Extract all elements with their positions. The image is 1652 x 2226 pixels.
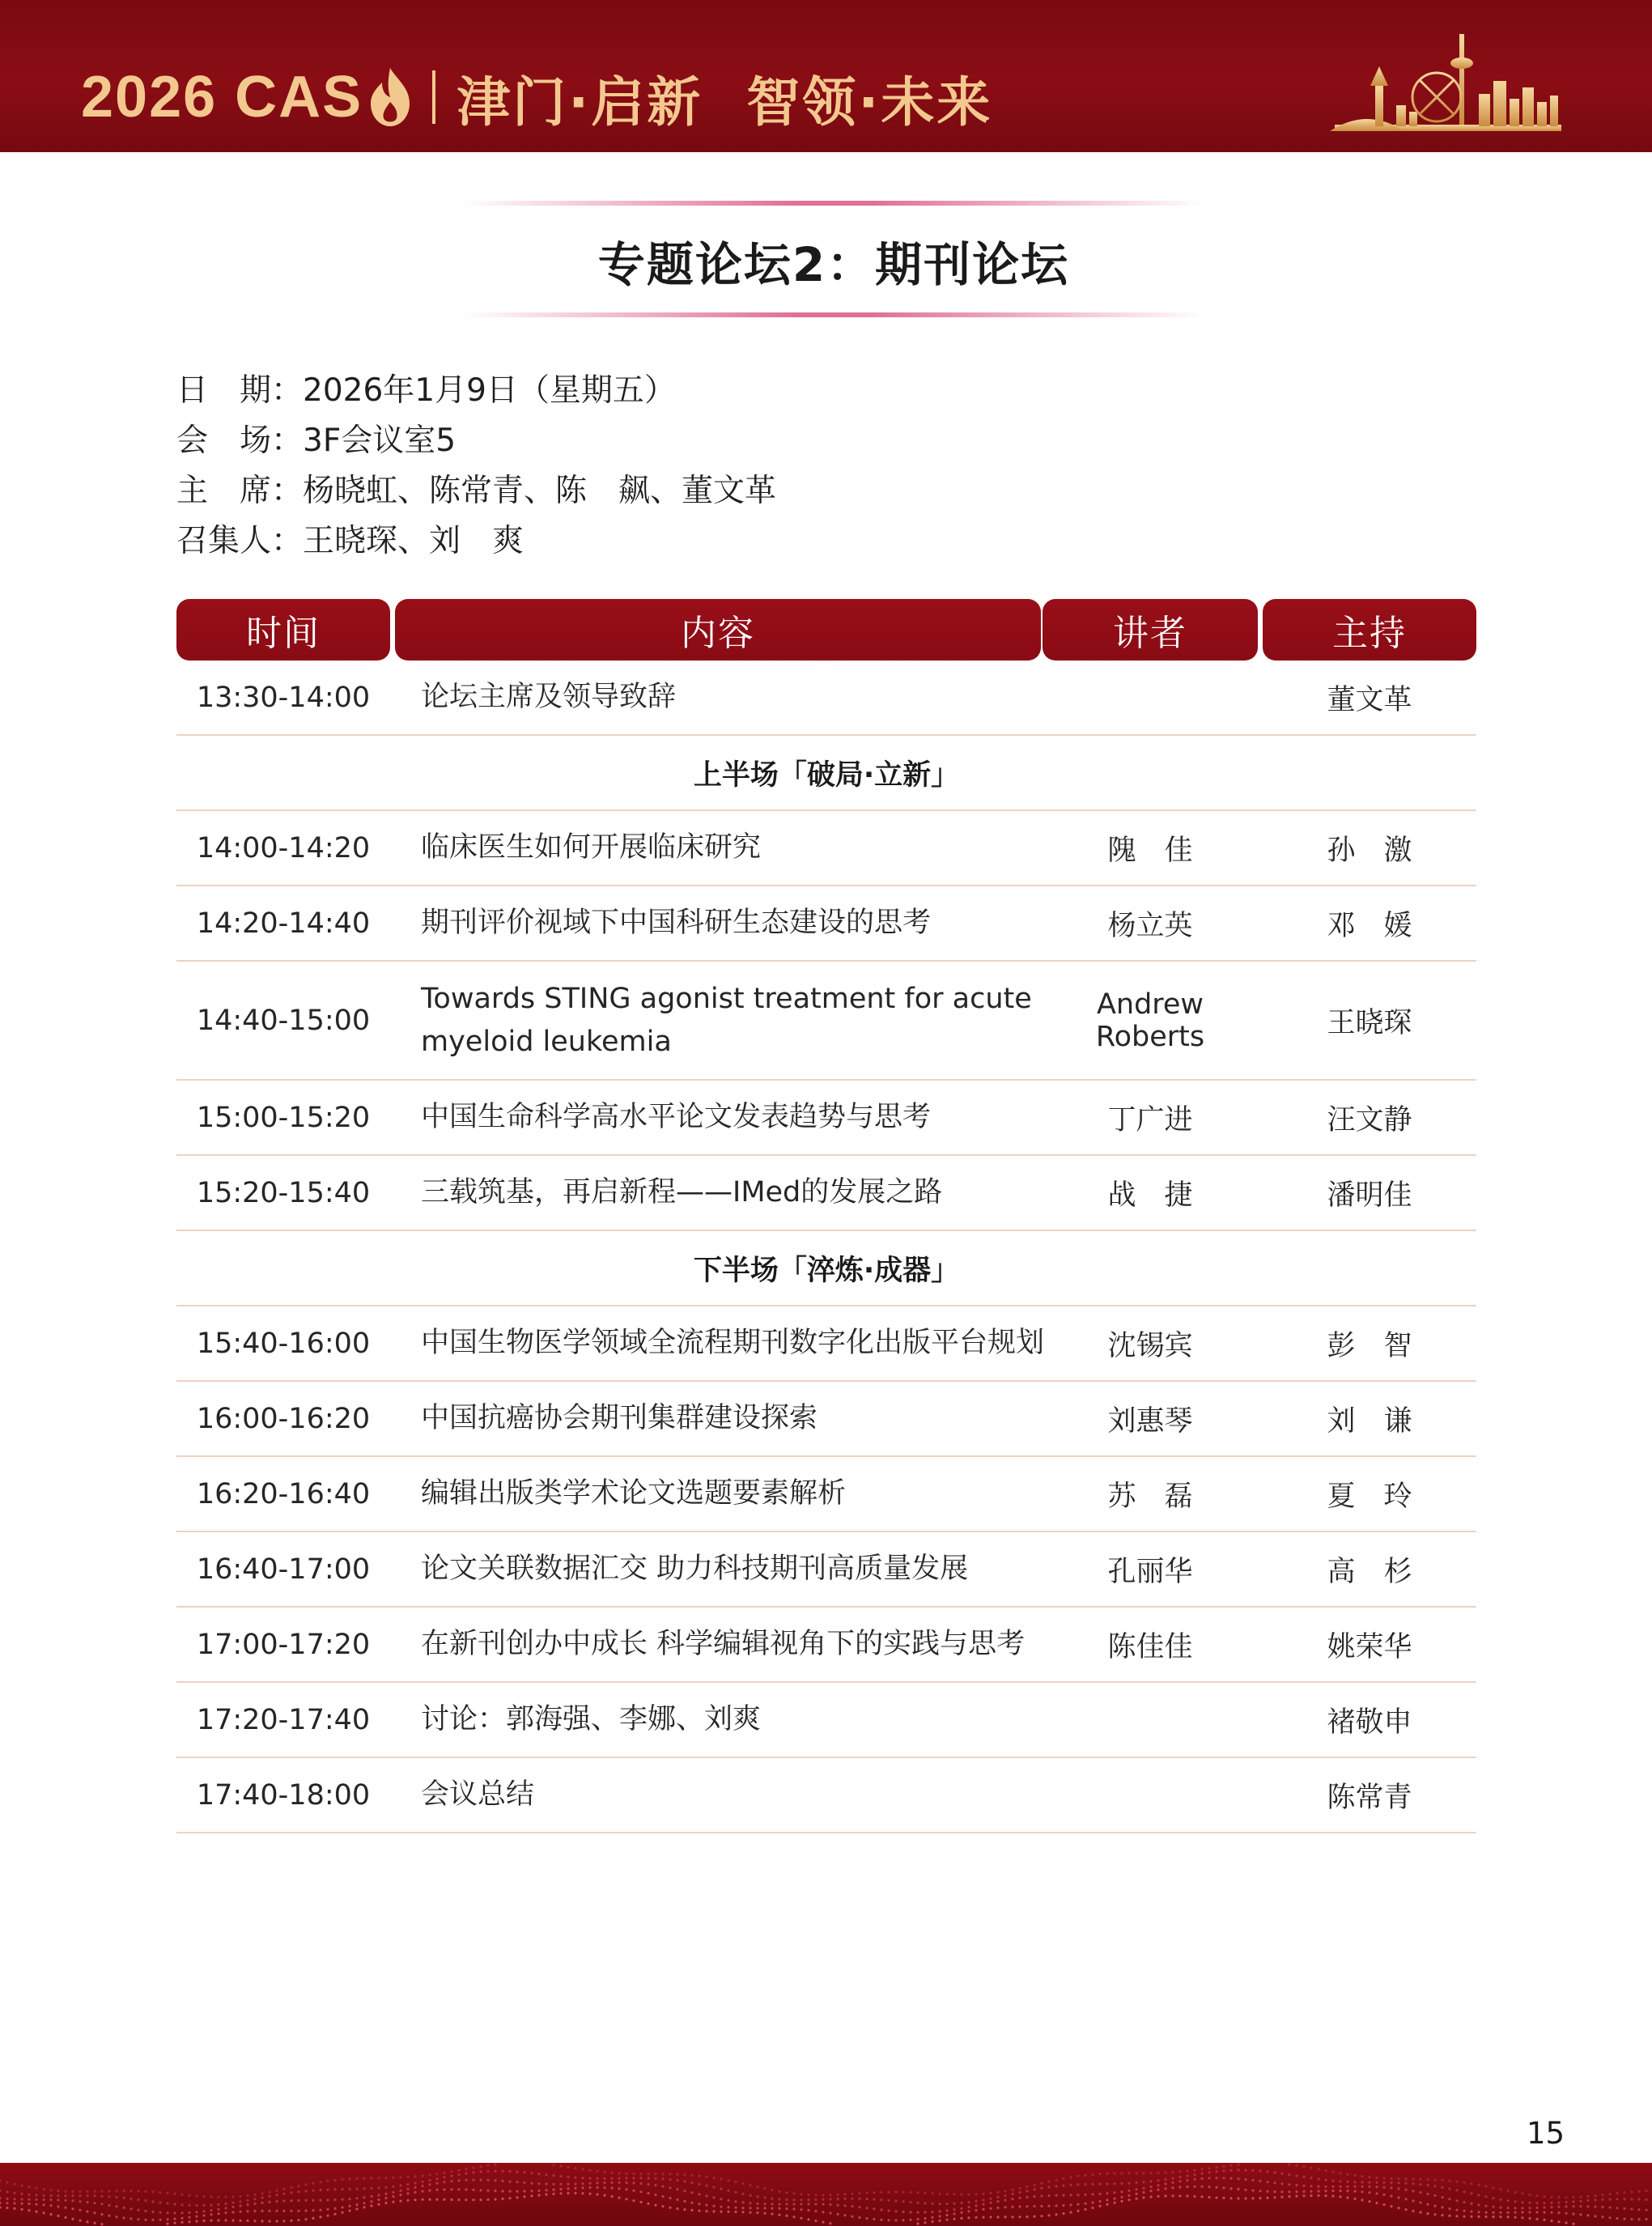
speaker-cell: 孔丽华 <box>1107 1555 1193 1588</box>
speaker-cell <box>1043 1758 1258 1832</box>
time-cell: 16:00-16:20 <box>196 1402 371 1435</box>
info-value: 3F会议室5 <box>303 423 457 459</box>
flame-icon <box>367 66 413 128</box>
topic-cell: 编辑出版类学术论文选题要素解析 <box>421 1477 847 1510</box>
host-cell: 潘明佳 <box>1327 1179 1412 1212</box>
table-row <box>176 661 1476 736</box>
info-value: 2026年1月9日（星期五） <box>303 372 676 409</box>
time-cell: 15:00-15:20 <box>196 1101 371 1134</box>
topic-cell: 三载筑基，再启新程——IMed的发展之路 <box>421 1176 943 1209</box>
table-body <box>176 661 1476 1833</box>
info-label: 召集人： <box>176 523 304 559</box>
slogan-part-1: 津门·启新 <box>457 70 703 134</box>
speaker-cell: 战 捷 <box>1107 1179 1193 1212</box>
title-rule-bottom <box>461 312 1206 317</box>
brand-slogan <box>457 59 992 136</box>
host-cell: 邓 媛 <box>1327 909 1412 942</box>
table-row <box>176 1683 1476 1758</box>
speaker-cell: 陈佳佳 <box>1107 1630 1193 1663</box>
table-row <box>176 1758 1476 1833</box>
brand-year: 2026 <box>81 65 218 130</box>
table-row <box>176 1081 1476 1156</box>
brand-logo <box>81 57 992 138</box>
speaker-cell: 隗 佳 <box>1107 834 1193 867</box>
table-row <box>176 1532 1476 1608</box>
time-cell: 14:20-14:40 <box>196 907 371 940</box>
time-cell: 17:00-17:20 <box>196 1628 371 1661</box>
header-content: 内容 <box>395 599 1041 661</box>
host-cell: 姚荣华 <box>1327 1630 1412 1663</box>
topic-cell: 在新刊创办中成长 科学编辑视角下的实践与思考 <box>421 1628 1026 1660</box>
info-chairs <box>176 463 1310 513</box>
time-cell: 15:40-16:00 <box>196 1327 371 1360</box>
info-date <box>176 363 1310 413</box>
topic-cell: 期刊评价视域下中国科研生态建设的思考 <box>421 907 932 939</box>
title-block <box>461 201 1206 322</box>
speaker-cell: 苏 磊 <box>1107 1480 1193 1513</box>
host-cell: 汪文静 <box>1327 1103 1412 1136</box>
info-label: 主 席： <box>176 473 304 509</box>
topic-cell: Towards STING agonist treatment for acute myeloid leukemia <box>421 982 1032 1058</box>
header-banner <box>0 0 1652 152</box>
time-cell: 13:30-14:00 <box>196 681 371 714</box>
header-time: 时间 <box>176 599 390 661</box>
speaker-cell <box>1043 661 1258 734</box>
time-cell: 15:20-15:40 <box>196 1176 371 1209</box>
table-section-row <box>176 1231 1476 1306</box>
footer-pattern-icon <box>0 2163 1652 2226</box>
schedule-table <box>176 599 1476 1833</box>
topic-cell: 会议总结 <box>421 1778 535 1811</box>
topic-cell: 中国生物医学领域全流程期刊数字化出版平台规划 <box>421 1327 1045 1359</box>
speaker-cell <box>1043 1683 1258 1757</box>
host-cell: 陈常青 <box>1327 1781 1412 1814</box>
host-cell: 褚敬申 <box>1327 1706 1412 1739</box>
slogan-part-2: 智领·未来 <box>746 70 993 134</box>
footer-band <box>0 2163 1652 2226</box>
info-conveners <box>176 513 1310 563</box>
city-skyline-icon <box>1319 28 1578 149</box>
section-label: 上半场「破局·立新」 <box>693 758 960 792</box>
table-row <box>176 1156 1476 1231</box>
topic-cell: 中国生命科学高水平论文发表趋势与思考 <box>421 1101 932 1133</box>
topic-cell: 论坛主席及领导致辞 <box>421 681 677 713</box>
title-rule-top <box>461 201 1206 206</box>
host-cell: 夏 玲 <box>1327 1480 1412 1513</box>
host-cell: 孙 激 <box>1327 834 1412 867</box>
table-row <box>176 1457 1476 1532</box>
speaker-cell: Andrew Roberts <box>1095 988 1205 1053</box>
brand-divider <box>432 70 435 124</box>
info-value: 杨晓虹、陈常青、陈 飙、董文革 <box>303 473 777 509</box>
page-title: 专题论坛2：期刊论坛 <box>597 237 1070 292</box>
time-cell: 16:20-16:40 <box>196 1477 371 1510</box>
table-row <box>176 811 1476 886</box>
host-cell: 董文革 <box>1327 683 1412 716</box>
time-cell: 14:00-14:20 <box>196 831 371 864</box>
section-label: 下半场「淬炼·成器」 <box>693 1254 960 1287</box>
topic-cell: 中国抗癌协会期刊集群建设探索 <box>421 1402 818 1434</box>
table-row <box>176 1306 1476 1382</box>
speaker-cell: 杨立英 <box>1107 909 1193 942</box>
brand-name: CAS <box>235 65 363 130</box>
table-section-row <box>176 736 1476 811</box>
table-row <box>176 962 1476 1081</box>
topic-cell: 讨论：郭海强、李娜、刘爽 <box>421 1703 762 1735</box>
time-cell: 17:20-17:40 <box>196 1703 371 1736</box>
speaker-cell: 丁广进 <box>1107 1103 1193 1136</box>
time-cell: 14:40-15:00 <box>196 1004 371 1037</box>
session-info <box>176 363 1310 563</box>
header-host: 主持 <box>1263 599 1476 661</box>
page-number: 15 <box>1527 2116 1565 2151</box>
table-row <box>176 1382 1476 1457</box>
host-cell: 王晓琛 <box>1327 1006 1412 1039</box>
host-cell: 彭 智 <box>1327 1329 1412 1362</box>
speaker-cell: 沈锡宾 <box>1107 1329 1193 1362</box>
table-header <box>176 599 1476 661</box>
speaker-cell: 刘惠琴 <box>1107 1404 1193 1438</box>
host-cell: 刘 谦 <box>1327 1404 1412 1438</box>
topic-cell: 论文关联数据汇交 助力科技期刊高质量发展 <box>421 1553 969 1585</box>
topic-cell: 临床医生如何开展临床研究 <box>421 831 762 864</box>
header-speaker: 讲者 <box>1043 599 1258 661</box>
info-value: 王晓琛、刘 爽 <box>303 523 524 559</box>
info-label: 会 场： <box>176 423 304 459</box>
table-row <box>176 886 1476 962</box>
time-cell: 17:40-18:00 <box>196 1778 371 1812</box>
table-row <box>176 1608 1476 1683</box>
host-cell: 高 杉 <box>1327 1555 1412 1588</box>
info-label: 日 期： <box>176 372 304 409</box>
time-cell: 16:40-17:00 <box>196 1553 371 1586</box>
info-venue <box>176 413 1310 463</box>
